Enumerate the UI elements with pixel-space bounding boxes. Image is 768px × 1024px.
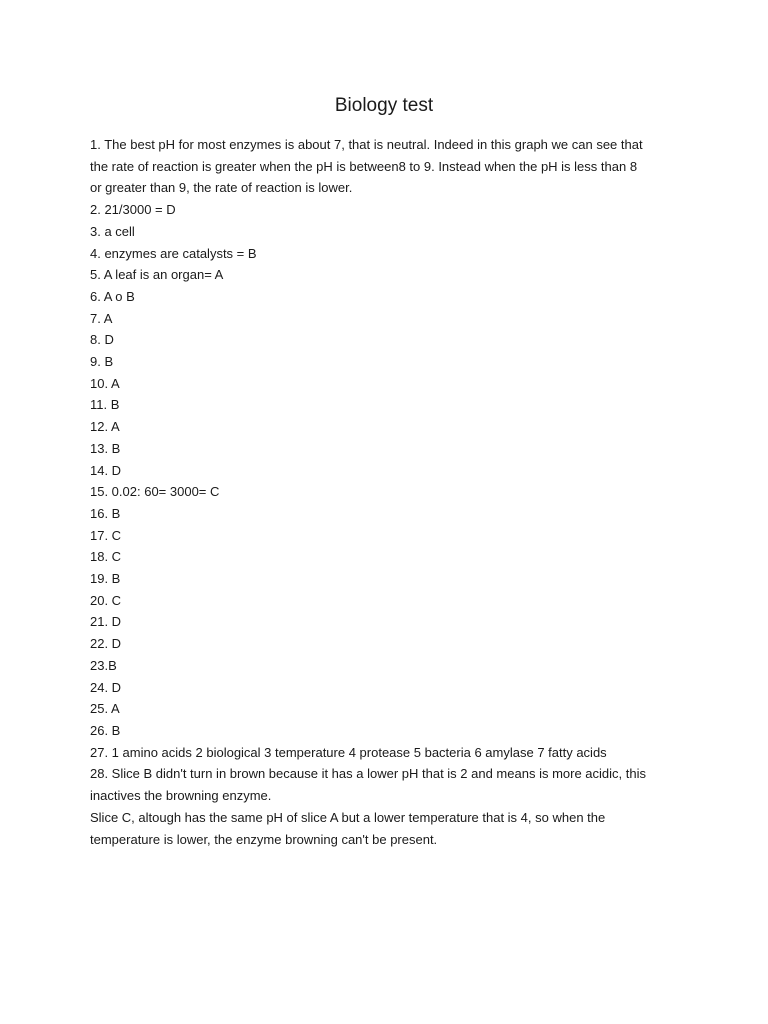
answer-line: 25. A — [90, 701, 120, 717]
answer-line: 28. Slice B didn't turn in brown because it has a lower pH that is 2 and means is more acidic, this — [90, 766, 646, 782]
answer-line: 3. a cell — [90, 223, 135, 239]
answer-line: 23.B — [90, 657, 117, 673]
answer-line: 21. D — [90, 614, 122, 630]
answer-line: 14. D — [90, 462, 122, 478]
answer-line: 10. A — [90, 375, 120, 391]
answer-line: 1. The best pH for most enzymes is about 7, that is neutral. Indeed in this graph we can see that — [90, 137, 643, 152]
answer-line: 18. C — [90, 549, 122, 565]
answer-line: 20. C — [90, 592, 122, 608]
document-title: Biology test — [334, 95, 434, 116]
answer-line: 4. enzymes are catalysts = B — [90, 245, 257, 261]
document-body — [90, 134, 690, 850]
answer-line: or greater than 9, the rate of reaction is lower. — [90, 180, 353, 196]
answer-line: 8. D — [90, 332, 114, 348]
answer-line: inactives the browning enzyme. — [90, 788, 272, 804]
answer-line: the rate of reaction is greater when the pH is between8 to 9. Instead when the pH is less than 8 — [90, 158, 638, 174]
answer-line: 6. A o B — [90, 288, 135, 304]
answer-line: 22. D — [90, 636, 122, 652]
answer-line: 12. A — [90, 419, 120, 435]
answer-line: 19. B — [90, 571, 121, 587]
answer-line: temperature is lower, the enzyme browning can't be present. — [90, 831, 438, 847]
answer-line: 15. 0.02: 60= 3000= C — [90, 484, 220, 500]
answer-line: 9. B — [90, 354, 114, 370]
answer-line: 24. D — [90, 679, 122, 695]
answer-line: 27. 1 amino acids 2 biological 3 temperature 4 protease 5 bacteria 6 amylase 7 fatty acids — [90, 744, 607, 760]
answer-line: 2. 21/3000 = D — [90, 202, 176, 218]
answer-line: 16. B — [90, 505, 121, 521]
answer-line: 11. B — [90, 397, 120, 413]
answer-line: Slice C, altough has the same pH of slice A but a lower temperature that is 4, so when the — [90, 809, 606, 825]
answer-line: 7. A — [90, 310, 113, 326]
answer-line: 5. A leaf is an organ= A — [90, 267, 224, 283]
answer-line: 26. B — [90, 722, 121, 738]
answer-line: 17. C — [90, 527, 122, 543]
answer-line: 13. B — [90, 440, 121, 456]
